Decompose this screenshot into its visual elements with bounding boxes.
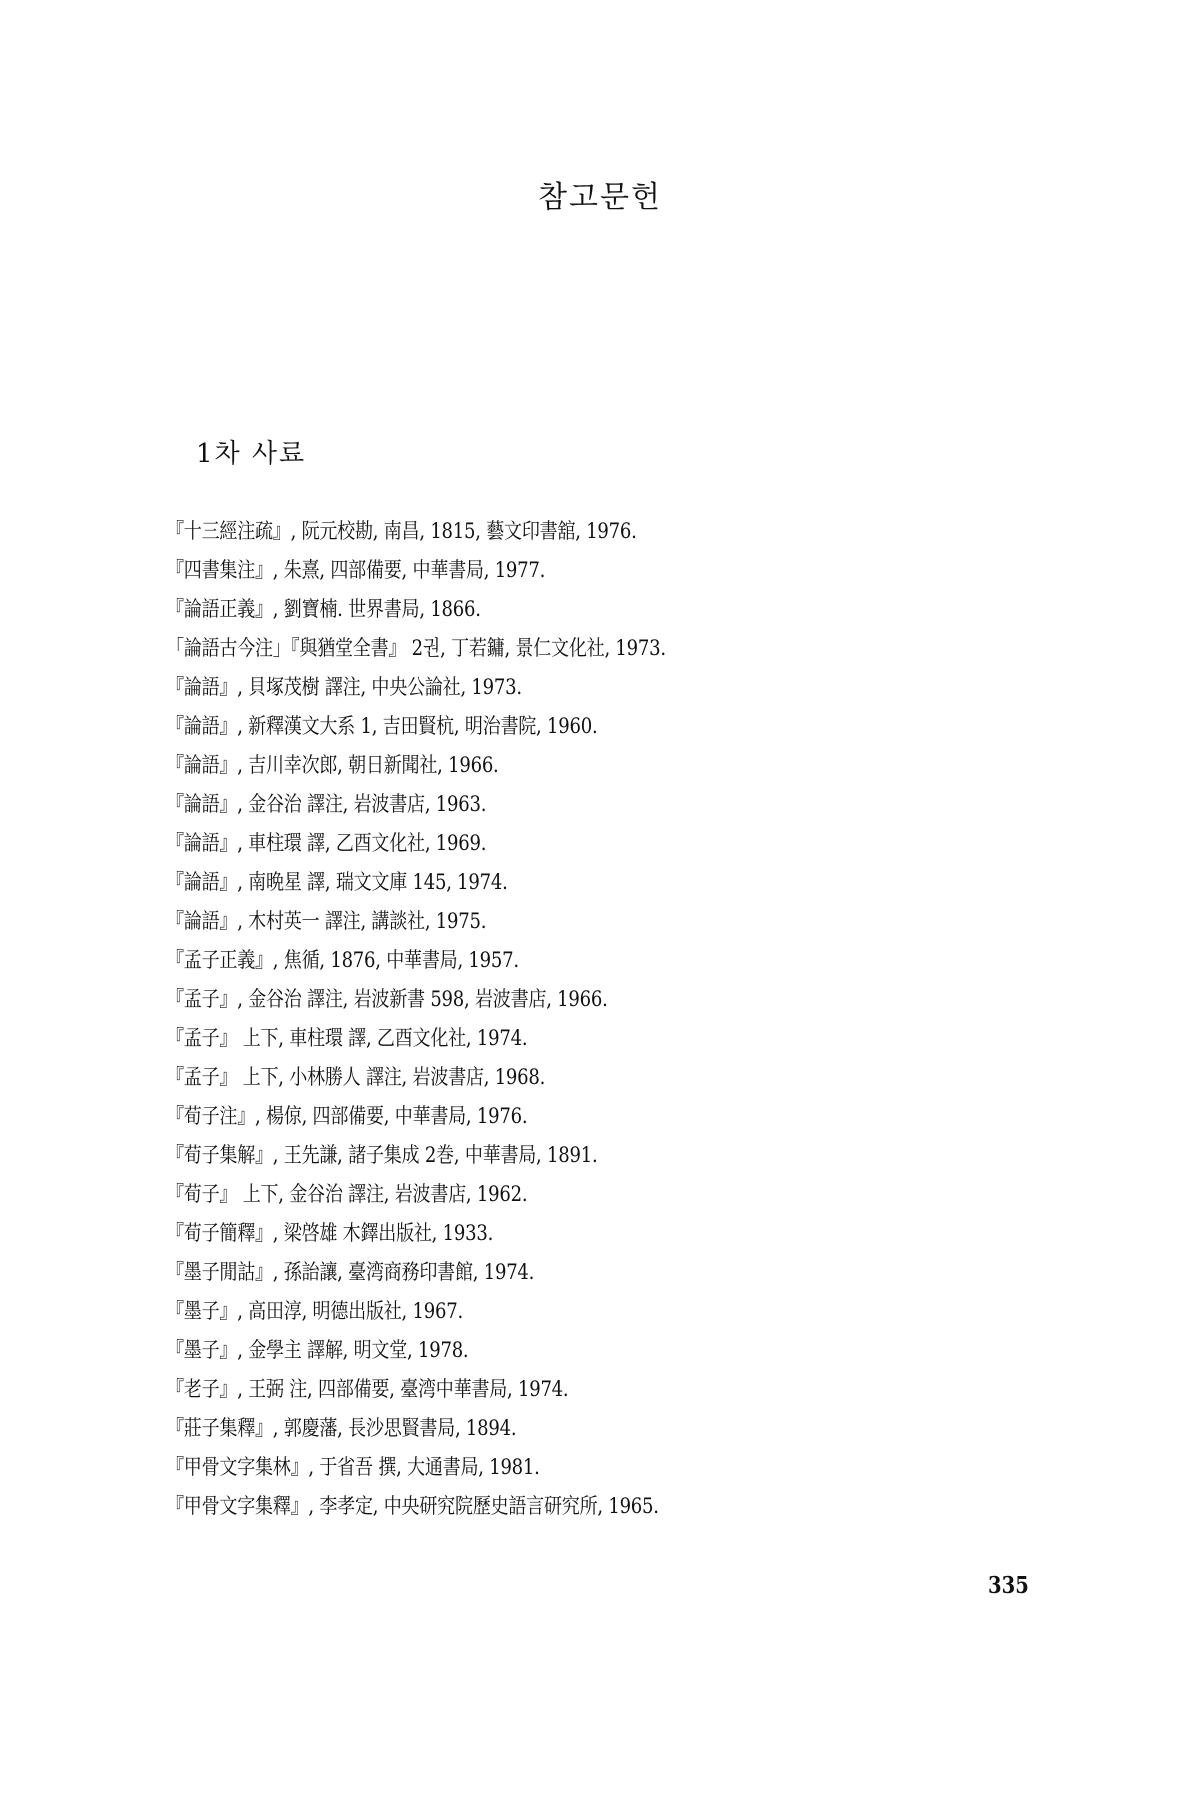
reference-item: 『十三經注疏』, 阮元校勘, 南昌, 1815, 藝文印書舘, 1976. xyxy=(166,519,637,543)
reference-item: 『孟子』 上下, 車柱環 譯, 乙酉文化社, 1974. xyxy=(166,1026,528,1050)
reference-item: 「論語古今注」『與猶堂全書』 2권, 丁若鏞, 景仁文化社, 1973. xyxy=(166,636,666,660)
reference-item: 『孟子』 上下, 小林勝人 譯注, 岩波書店, 1968. xyxy=(166,1065,546,1089)
reference-item: 『論語』, 新釋漢文大系 1, 吉田賢杭, 明治書院, 1960. xyxy=(166,714,598,738)
section-heading: 1차 사료 xyxy=(196,439,307,469)
reference-item: 『論語』, 吉川幸次郎, 朝日新聞社, 1966. xyxy=(166,753,499,777)
reference-list xyxy=(166,512,747,1526)
reference-item: 『論語』, 車柱環 譯, 乙酉文化社, 1969. xyxy=(166,831,487,855)
reference-item: 『荀子集解』, 王先謙, 諸子集成 2巻, 中華書局, 1891. xyxy=(166,1143,598,1167)
reference-item: 『論語』, 金谷治 譯注, 岩波書店, 1963. xyxy=(166,792,487,816)
reference-item: 『墨子閒詁』, 孫詒讓, 臺湾商務印書館, 1974. xyxy=(166,1260,535,1284)
reference-item: 『荀子簡釋』, 梁啓雄 木鐸出版社, 1933. xyxy=(166,1221,494,1245)
reference-item: 『四書集注』, 朱熹, 四部備要, 中華書局, 1977. xyxy=(166,558,546,582)
reference-item: 『論語』, 南晩星 譯, 瑞文文庫 145, 1974. xyxy=(166,870,508,894)
reference-item: 『老子』, 王弼 注, 四部備要, 臺湾中華書局, 1974. xyxy=(166,1377,569,1401)
reference-item: 『甲骨文字集林』, 于省吾 撰, 大通書局, 1981. xyxy=(166,1455,540,1479)
reference-item: 『莊子集釋』, 郭慶藩, 長沙思賢書局, 1894. xyxy=(166,1416,517,1440)
reference-item: 『孟子』, 金谷治 譯注, 岩波新書 598, 岩波書店, 1966. xyxy=(166,987,608,1011)
reference-item: 『論語』, 貝塚茂樹 譯注, 中央公論社, 1973. xyxy=(166,675,522,699)
reference-item: 『甲骨文字集釋』, 李孝定, 中央研究院歷史語言研究所, 1965. xyxy=(166,1494,659,1518)
reference-item: 『論語正義』, 劉寶楠. 世界書局, 1866. xyxy=(166,597,481,621)
reference-item: 『荀子注』, 楊倞, 四部備要, 中華書局, 1976. xyxy=(166,1104,528,1128)
page-title: 참고문헌 xyxy=(538,180,662,215)
reference-item: 『荀子』 上下, 金谷治 譯注, 岩波書店, 1962. xyxy=(166,1182,528,1206)
reference-item: 『論語』, 木村英一 譯注, 講談社, 1975. xyxy=(166,909,487,933)
reference-item: 『墨子』, 高田淳, 明德出版社, 1967. xyxy=(166,1299,463,1323)
page-number: 335 xyxy=(988,1572,1029,1599)
reference-item: 『墨子』, 金學主 譯解, 明文堂, 1978. xyxy=(166,1338,469,1362)
reference-item: 『孟子正義』, 焦循, 1876, 中華書局, 1957. xyxy=(166,948,519,972)
